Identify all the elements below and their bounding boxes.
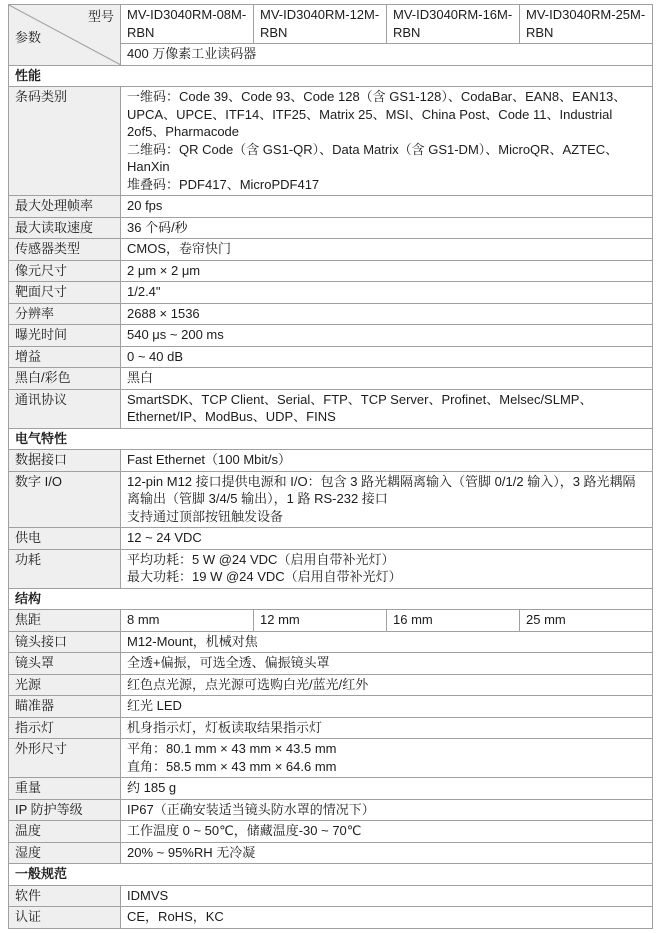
spec-value: [121, 717, 653, 739]
spec-value-line: 直角：58.5 mm × 43 mm × 64.6 mm: [127, 758, 337, 774]
spec-value-line: 工作温度 0 ~ 50℃，储藏温度-30 ~ 70℃: [127, 823, 362, 838]
spec-value-line: 平角：80.1 mm × 43 mm × 43.5 mm: [127, 741, 337, 756]
spec-row-dimensions: [9, 739, 653, 778]
spec-label: 条码类别: [9, 87, 121, 196]
spec-table: [8, 4, 653, 929]
spec-row-gain: [9, 346, 653, 368]
spec-value-line: 支持通过顶部按钮触发设备: [127, 508, 284, 524]
spec-value: [121, 799, 653, 821]
focal-length-cell: 8 mm: [121, 610, 254, 632]
model-name: MV-ID3040RM-08M-RBN: [121, 5, 254, 44]
spec-value: [121, 303, 653, 325]
spec-label: IP 防护等级: [9, 799, 121, 821]
spec-label: 最大读取速度: [9, 217, 121, 239]
spec-value-line: M12-Mount，机械对焦: [127, 633, 258, 649]
spec-value: [121, 217, 653, 239]
spec-value-line: 最大功耗：19 W @24 VDC（启用自带补光灯）: [127, 569, 402, 584]
spec-label: 分辨率: [9, 303, 121, 325]
spec-label: 通讯协议: [9, 389, 121, 428]
spec-label: 像元尺寸: [9, 260, 121, 282]
spec-value-line: 全透+偏振，可选全透、偏振镜头罩: [127, 655, 330, 670]
spec-row-resolution: [9, 303, 653, 325]
spec-value-line: CE，RoHS，KC: [127, 909, 224, 924]
spec-value: [121, 739, 653, 778]
section-row-general: [9, 864, 653, 886]
section-row-electrical: [9, 428, 653, 450]
spec-label: 镜头罩: [9, 653, 121, 675]
spec-label: 数据接口: [9, 450, 121, 472]
spec-value-line: 12-pin M12 接口提供电源和 I/O：包含 3 路光耦隔离输入（管脚 0/1/2 输入），3 路光耦隔离输出（管脚 3/4/5 输出），1 路 RS-232 接口: [127, 473, 636, 506]
spec-value: [121, 653, 653, 675]
spec-row-lens-mount: [9, 631, 653, 653]
spec-row-power-supply: [9, 528, 653, 550]
spec-value: [121, 325, 653, 347]
spec-row-software: [9, 885, 653, 907]
spec-value: [121, 260, 653, 282]
spec-value: [121, 674, 653, 696]
spec-label: 曝光时间: [9, 325, 121, 347]
section-title: 一般规范: [9, 864, 653, 886]
spec-value: [121, 471, 653, 528]
focal-length-cell: 12 mm: [254, 610, 387, 632]
spec-label: 认证: [9, 907, 121, 929]
spec-value-line: 0 ~ 40 dB: [127, 348, 184, 364]
spec-row-humidity: [9, 842, 653, 864]
spec-label: 温度: [9, 821, 121, 843]
spec-value: [121, 282, 653, 304]
spec-value-line: 36 个码/秒: [127, 219, 188, 235]
section-title: 电气特性: [9, 428, 653, 450]
spec-value-line: 约 185 g: [127, 780, 177, 795]
spec-value-line: 机身指示灯，灯板读取结果指示灯: [127, 719, 323, 735]
spec-label: 焦距: [9, 610, 121, 632]
spec-row-pixel-size: [9, 260, 653, 282]
spec-value: [121, 389, 653, 428]
model-header-row: [9, 5, 653, 44]
model-name: MV-ID3040RM-25M-RBN: [520, 5, 653, 44]
model-name: MV-ID3040RM-12M-RBN: [254, 5, 387, 44]
spec-value: [121, 528, 653, 550]
spec-value: [121, 368, 653, 390]
spec-value: [121, 346, 653, 368]
spec-value: [121, 696, 653, 718]
spec-value: [121, 842, 653, 864]
spec-row-digital-io: [9, 471, 653, 528]
spec-label: 瞄准器: [9, 696, 121, 718]
spec-label: 湿度: [9, 842, 121, 864]
spec-value: [121, 450, 653, 472]
spec-label: 增益: [9, 346, 121, 368]
spec-value-line: 一维码：Code 39、Code 93、Code 128（含 GS1-128）、CodaBar、EAN8、EAN13、UPCA、UPCE、ITF14、ITF25、Matrix 25、MSI、China Post、Code 11、Industrial 2of5、Pharmacode: [127, 89, 627, 139]
section-row-structure: [9, 588, 653, 610]
corner-model-label: 型号: [87, 9, 114, 24]
spec-label: 光源: [9, 674, 121, 696]
spec-value: [121, 196, 653, 218]
spec-label: 靶面尺寸: [9, 282, 121, 304]
spec-label: 供电: [9, 528, 121, 550]
spec-label: 传感器类型: [9, 239, 121, 261]
spec-row-focal-length: [9, 610, 653, 632]
spec-value-line: IDMVS: [127, 887, 169, 903]
spec-row-certification: [9, 907, 653, 929]
spec-value: [121, 631, 653, 653]
spec-row-temperature: [9, 821, 653, 843]
focal-length-cell: 25 mm: [520, 610, 653, 632]
spec-row-max-read-speed: [9, 217, 653, 239]
spec-value-line: CMOS，卷帘快门: [127, 241, 232, 256]
spec-value-line: 540 μs ~ 200 ms: [127, 327, 224, 342]
spec-label: 镜头接口: [9, 631, 121, 653]
spec-value-line: 平均功耗：5 W @24 VDC（启用自带补光灯）: [127, 551, 395, 567]
spec-row-protocols: [9, 389, 653, 428]
corner-cell: [9, 5, 121, 66]
spec-value-line: 红色点光源，点光源可选购白光/蓝光/红外: [127, 676, 369, 692]
spec-label: 软件: [9, 885, 121, 907]
section-title: 结构: [9, 588, 653, 610]
spec-row-sensor-format: [9, 282, 653, 304]
section-title: 性能: [9, 65, 653, 87]
spec-row-light-source: [9, 674, 653, 696]
spec-value-line: 2688 × 1536: [127, 305, 200, 321]
spec-label: 重量: [9, 778, 121, 800]
spec-value: [121, 239, 653, 261]
spec-value: [121, 87, 653, 196]
spec-row-exposure-time: [9, 325, 653, 347]
spec-label: 最大处理帧率: [9, 196, 121, 218]
spec-value: [121, 907, 653, 929]
spec-row-mono-color: [9, 368, 653, 390]
spec-value-line: 1/2.4": [127, 284, 161, 299]
spec-value-line: IP67（正确安装适当镜头防水罩的情况下）: [127, 801, 375, 817]
spec-value-line: 堆叠码：PDF417、MicroPDF417: [127, 176, 320, 192]
spec-value-line: 20% ~ 95%RH 无冷凝: [127, 844, 256, 860]
spec-label: 数字 I/O: [9, 471, 121, 528]
family-description: 400 万像素工业读码器: [121, 44, 653, 66]
spec-value-line: 12 ~ 24 VDC: [127, 530, 202, 545]
spec-row-barcode-types: [9, 87, 653, 196]
spec-row-max-frame-rate: [9, 196, 653, 218]
spec-row-lens-cover: [9, 653, 653, 675]
spec-row-sensor-type: [9, 239, 653, 261]
spec-row-weight: [9, 778, 653, 800]
spec-label: 黑白/彩色: [9, 368, 121, 390]
spec-label: 外形尺寸: [9, 739, 121, 778]
spec-label: 指示灯: [9, 717, 121, 739]
spec-value-line: 红光 LED: [127, 698, 182, 713]
spec-value: [121, 885, 653, 907]
spec-value: [121, 549, 653, 588]
spec-value-line: 黑白: [127, 370, 154, 385]
focal-length-cell: 16 mm: [387, 610, 520, 632]
spec-value-line: 2 μm × 2 μm: [127, 262, 201, 278]
spec-row-indicator: [9, 717, 653, 739]
spec-value: [121, 778, 653, 800]
spec-row-ip-rating: [9, 799, 653, 821]
spec-value-line: Fast Ethernet（100 Mbit/s）: [127, 452, 292, 467]
spec-value-line: 二维码：QR Code（含 GS1-QR）、Data Matrix（含 GS1-DM）、MicroQR、AZTEC、HanXin: [127, 141, 619, 174]
model-name: MV-ID3040RM-16M-RBN: [387, 5, 520, 44]
spec-value-line: SmartSDK、TCP Client、Serial、FTP、TCP Server、Profinet、Melsec/SLMP、Ethernet/IP、ModBus、UDP、FINS: [127, 391, 593, 424]
spec-row-power-consumption: [9, 549, 653, 588]
spec-row-aimer: [9, 696, 653, 718]
spec-row-data-interface: [9, 450, 653, 472]
spec-value-line: 20 fps: [127, 198, 163, 213]
spec-value: [121, 821, 653, 843]
corner-param-label: 参数: [15, 30, 42, 45]
section-row-performance: [9, 65, 653, 87]
spec-label: 功耗: [9, 549, 121, 588]
